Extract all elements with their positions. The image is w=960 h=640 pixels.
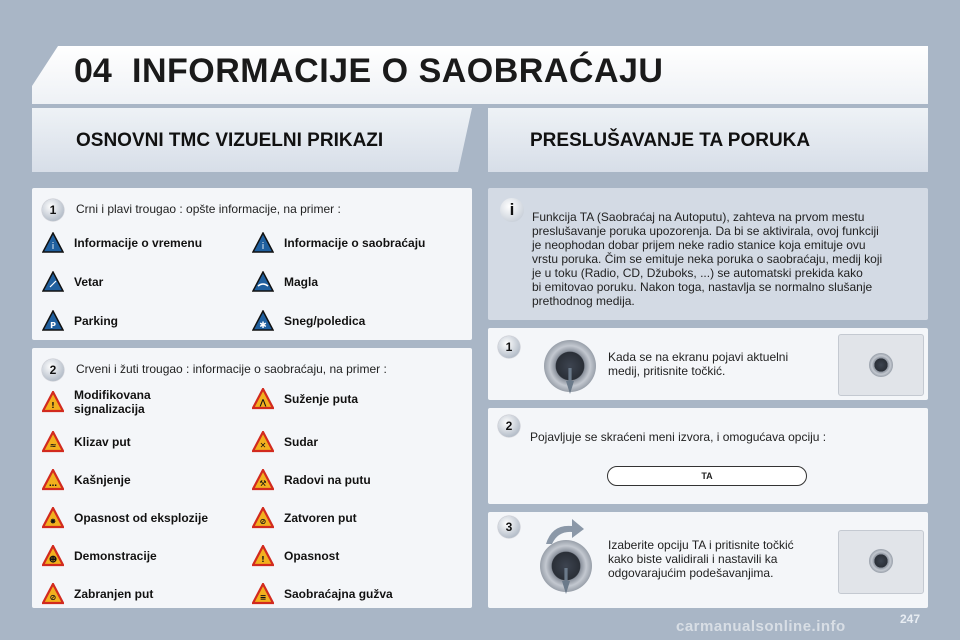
list-item [42,545,157,567]
svg-text:☻: ☻ [48,555,58,564]
item-label: Sudar [284,435,319,449]
step3-panel [488,512,928,608]
svg-text:✱: ✱ [259,321,267,331]
svg-text:!: ! [51,401,55,410]
fog-sign-icon [252,271,274,293]
ta-description [532,210,924,308]
warning-triangle-icon [252,583,274,605]
item-label: Vetar [74,275,104,289]
item-label: Magla [284,275,319,289]
ta-description-line: prethodnog medija. [532,294,635,308]
step-number: 1 [498,336,520,358]
warning-triangle-icon [42,469,64,491]
svg-text:⊘: ⊘ [49,593,57,602]
radio-unit-icon [838,530,924,594]
svg-text:i: i [261,242,265,252]
item-label: Kašnjenje [74,473,131,487]
step1-text [608,350,788,378]
svg-text:⚒: ⚒ [259,479,267,488]
list-item [252,431,318,453]
item-label: Modifikovana signalizacija [74,388,151,416]
radio-unit-icon [838,334,924,396]
page-title: INFORMACIJE O SAOBRAĆAJU [132,52,664,90]
svg-text:≡: ≡ [259,593,267,602]
warning-triangle-icon [252,507,274,529]
warning-triangle-icon [252,388,274,410]
warning-triangle-icon [42,545,64,567]
list-item [42,431,131,453]
item-label: Radovi na putu [284,473,371,487]
warning-triangle-icon [42,431,64,453]
item-label: Opasnost [284,549,340,563]
left-section-title: OSNOVNI TMC VIZUELNI PRIKAZI [76,130,384,151]
warning-triangle-icon [42,507,64,529]
list-item [42,232,202,254]
list-item [42,469,131,491]
list-item [252,583,393,605]
list-item [42,388,194,416]
svg-text:i: i [51,242,55,252]
item-label: Informacije o vremenu [74,236,203,250]
step3-text-line: odgovarajućim podešavanjima. [608,566,774,580]
ta-description-line: je neophodan dobar prijem neke radio stanice koja emituje ovu [532,238,866,252]
chapter-number: 04 [74,52,112,90]
list-item [42,583,153,605]
list-item [252,271,318,293]
list-item [252,545,339,567]
svg-text:✸: ✸ [49,517,57,526]
step1-panel [488,328,928,400]
snow-ice-sign-icon [252,310,274,332]
step2-text: Pojavljuje se skraćeni meni izvora, i omogućava opciju : [530,430,827,444]
list-item [252,232,425,254]
traffic-info-lead: Crveni i žuti trougao : informacije o saobraćaju, na primer : [76,362,387,376]
list-item [252,507,357,529]
item-label: Informacije o saobraćaju [284,236,426,250]
step3-text [608,538,794,580]
item-label: Sneg/poledica [284,314,366,328]
step1-text-line: Kada se na ekranu pojavi aktuelni [608,350,789,364]
general-info-lead: Crni i plavi trougao : opšte informacije, na primer : [76,202,341,216]
page-number: 247 [900,612,921,626]
item-label: Opasnost od eksplozije [74,511,209,525]
item-label: Saobraćajna gužva [284,587,393,601]
step-number: 1 [42,199,64,221]
step-number: 2 [42,359,64,381]
list-item [42,507,208,529]
svg-text:≈: ≈ [49,441,57,450]
warning-triangle-icon [252,431,274,453]
radio-knob-icon [869,353,893,377]
ta-option-button[interactable]: TA [607,466,807,486]
svg-text:⊘: ⊘ [259,517,267,526]
svg-text:⋀: ⋀ [259,398,267,407]
step-number: 2 [498,415,520,437]
general-info-panel [32,188,472,340]
item-label: Demonstracije [74,549,157,563]
warning-triangle-icon [42,391,64,413]
warning-triangle-icon [42,583,64,605]
traffic-info-panel [32,348,472,608]
item-label: Zatvoren put [284,511,357,525]
svg-text:…: … [49,479,57,488]
list-item [252,310,365,332]
step1-text-line: medij, pritisnite točkić. [608,364,726,378]
list-item [42,310,118,332]
radio-knob-icon [869,549,893,573]
step-number: 3 [498,516,520,538]
svg-text:!: ! [261,555,265,564]
svg-text:✕: ✕ [259,441,267,450]
step2-panel [488,408,928,504]
ta-description-line: bi emitovao poruku. Nakon toga, nastavlja se normalno slušanje [532,280,873,294]
item-label: Suženje puta [284,392,359,406]
item-label: Klizav put [74,435,131,449]
ta-description-line: vrstu poruka. Čim se emituje neka poruka o saobraćaju, medij koji [532,252,883,266]
list-item [252,469,371,491]
ta-info-panel [488,188,928,320]
item-label: Zabranjen put [74,587,154,601]
list-item [252,388,358,410]
list-item [42,271,103,293]
warning-triangle-icon [252,469,274,491]
right-section-title: PRESLUŠAVANJE TA PORUKA [530,130,811,151]
weather-sign-icon [42,232,64,254]
step3-text-line: Izaberite opciju TA i pritisnite točkić [608,538,794,552]
watermark: carmanualsonline.info [676,618,846,635]
item-label: Parking [74,314,119,328]
ta-description-line: je u toku (Radio, CD, Džuboks, ...) se automatski prekida kako [532,266,863,280]
parking-sign-icon [42,310,64,332]
ta-description-line: Funkcija TA (Saobraćaj na Autoputu), zahteva na prvom mestu [532,210,865,224]
step3-text-line: kako biste validirali i nastavili ka [608,552,778,566]
warning-triangle-icon [252,545,274,567]
traffic-info-sign-icon [252,232,274,254]
wind-sign-icon [42,271,64,293]
ta-description-line: preslušavanje poruka upozorenja. Da bi se aktivirala, ovoj funkciji [532,224,879,238]
info-icon: i [500,198,524,222]
svg-text:P: P [50,321,56,330]
